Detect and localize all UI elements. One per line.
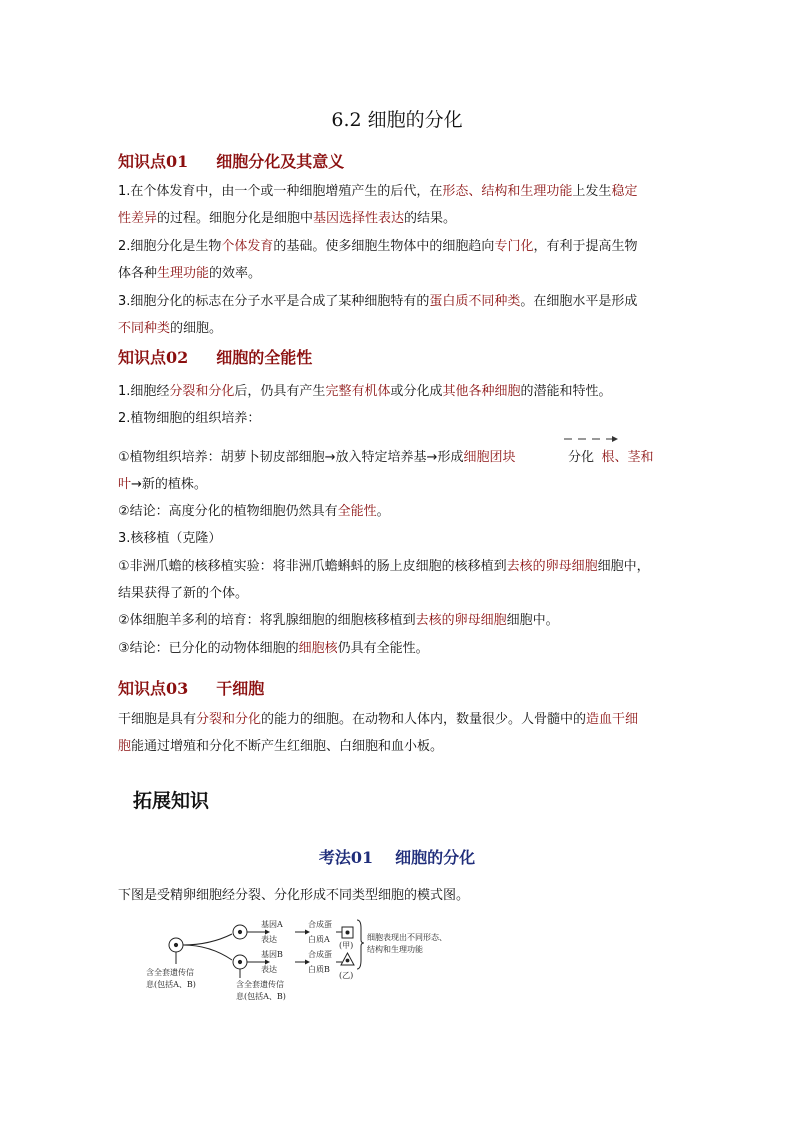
kp2-line-7: ①非洲爪蟾的核移植实验：将非洲爪蟾蝌蚪的肠上皮细胞的核移植到去核的卵母细胞细胞中， bbox=[118, 559, 650, 574]
kp2-line-1: 1.细胞经分裂和分化后，仍具有产生完整有机体或分化成其他各种细胞的潜能和特性。 bbox=[118, 384, 612, 399]
kp1-line-2: 性差异的过程。细胞分化是细胞中基因选择性表达的结果。 bbox=[118, 211, 457, 226]
kp2-line-5: ②结论：高度分化的植物细胞仍然具有全能性。 bbox=[118, 504, 390, 519]
gene-b-label: 基因B bbox=[261, 950, 283, 959]
kp3-number: 知识点03 bbox=[118, 679, 189, 698]
differentiation-arrow-label: 分化 bbox=[568, 450, 595, 465]
kp1-line-5: 3.细胞分化的标志在分子水平是合成了某种细胞特有的蛋白质不同种类。在细胞水平是形成 bbox=[118, 294, 638, 309]
kp3-line-1: 干细胞是具有分裂和分化的能力的细胞。在动物和人体内，数量很少。人骨髓中的造血干细 bbox=[118, 712, 639, 727]
kp1-line-3: 2.细胞分化是生物个体发育的基础。使多细胞生物体中的细胞趋向专门化，有利于提高生物 bbox=[118, 239, 638, 254]
kp2-line-6: 3.核移植（克隆） bbox=[118, 531, 222, 546]
section-title: 拓展知识 bbox=[133, 790, 210, 812]
kp2-title: 细胞的全能性 bbox=[216, 348, 313, 367]
kp1-line-4: 体各种生理功能的效率。 bbox=[118, 266, 262, 281]
svg-text:表达: 表达 bbox=[261, 935, 277, 944]
kp1-line-6: 不同种类的细胞。 bbox=[118, 321, 223, 336]
kp2-line-3: ①植物组织培养：胡萝卜韧皮部细胞→放入特定培养基→形成细胞团块 根、茎和 bbox=[118, 450, 654, 465]
gene-a-label: 基因A bbox=[261, 920, 283, 929]
zygote-info-label: 含全套遗传信 bbox=[146, 968, 194, 977]
method-title: 细胞的分化 bbox=[395, 848, 476, 867]
svg-text:表达: 表达 bbox=[261, 965, 277, 974]
kp1-title: 细胞分化及其意义 bbox=[216, 152, 345, 171]
kp2-line-4: 叶→新的植株。 bbox=[118, 477, 207, 492]
kp1-line-1: 1.在个体发育中，由一个或一种细胞增殖产生的后代，在形态、结构和生理功能上发生稳定 bbox=[118, 184, 638, 199]
cell-jia-label: (甲) bbox=[339, 941, 354, 950]
method-heading bbox=[0, 845, 794, 868]
svg-text:息(包括A、B): 息(包括A、B) bbox=[236, 992, 286, 1001]
kp3-title: 干细胞 bbox=[216, 679, 265, 698]
kp1-heading bbox=[118, 149, 344, 172]
method-intro: 下图是受精卵细胞经分裂、分化形成不同类型细胞的模式图。 bbox=[118, 888, 470, 903]
kp2-line-9: ②体细胞羊多利的培育：将乳腺细胞的细胞核移植到去核的卵母细胞细胞中。 bbox=[118, 613, 559, 628]
daughter-info-label: 含全套遗传信 bbox=[236, 980, 284, 989]
kp1-number: 知识点01 bbox=[118, 152, 189, 171]
kp2-line-2: 2.植物细胞的组织培养： bbox=[118, 411, 261, 426]
brace-note: 细胞表现出不同形态、 bbox=[367, 933, 447, 942]
kp2-line-10: ③结论：已分化的动物体细胞的细胞核仍具有全能性。 bbox=[118, 641, 429, 656]
kp2-line-8: 结果获得了新的个体。 bbox=[118, 586, 249, 601]
page-title: 6.2 细胞的分化 bbox=[331, 109, 463, 131]
cell-yi-label: (乙) bbox=[339, 971, 354, 980]
svg-text:息(包括A、B): 息(包括A、B) bbox=[146, 980, 196, 989]
method-number: 考法01 bbox=[318, 848, 374, 867]
protein-a-label: 合成蛋 bbox=[308, 920, 332, 929]
protein-b-label: 合成蛋 bbox=[308, 950, 332, 959]
kp3-heading bbox=[118, 676, 264, 699]
differentiation-diagram bbox=[140, 912, 480, 1004]
differentiation-arrow bbox=[560, 432, 620, 444]
svg-text:白质A: 白质A bbox=[308, 935, 330, 944]
kp2-number: 知识点02 bbox=[118, 348, 189, 367]
svg-text:结构和生理功能: 结构和生理功能 bbox=[367, 945, 423, 954]
kp3-line-2: 胞能通过增殖和分化不断产生红细胞、白细胞和血小板。 bbox=[118, 739, 444, 754]
kp2-heading bbox=[118, 345, 312, 368]
svg-text:白质B: 白质B bbox=[308, 965, 330, 974]
